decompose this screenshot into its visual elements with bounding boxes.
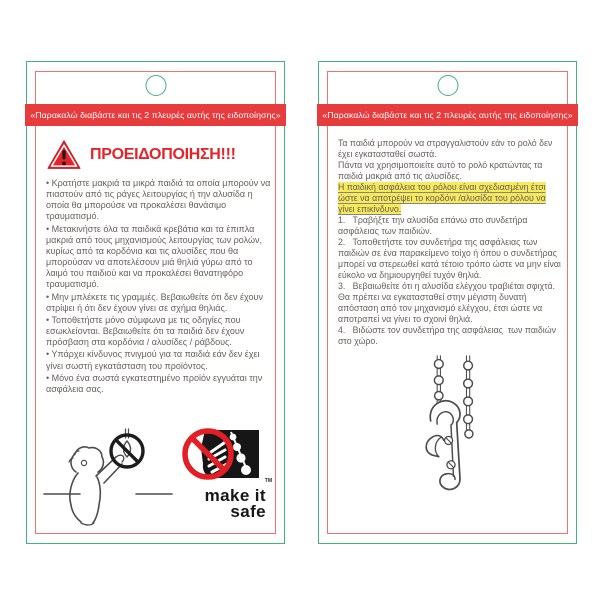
warning-bullet: • Υπάρχει κίνδυνος πνιγμού για τα παιδιά εάν δεν έχει γίνει σωστή εγκατάσταση του προϊόντος.: [46, 349, 260, 371]
strangulation-warning-text: Τα παιδιά μπορούν να στραγγαλιστούν εάν το ρολό δεν έχει εγκατασταθεί σωστά.: [338, 138, 553, 159]
read-both-sides-banner: «Παρακαλώ διαβάστε και τις 2 πλευρές αυτής της ειδοποίησης»: [25, 104, 285, 126]
no-grab-chain-icon: [171, 428, 271, 486]
child-cord-warning-illustration: [42, 428, 174, 528]
logo-line2: safe: [230, 501, 266, 521]
logo-line1: make it: [204, 486, 266, 505]
warning-bullet: • Τοποθετήστε μόνο σύμφωνα με τις οδηγίες που εσωκλείονται. Βεβαιωθείτε ότι τα παιδιά δεν έχουν πρόσβαση στα κορδόνια / αλυσίδες / ράβδους.: [46, 314, 245, 348]
front-illustrations: [42, 428, 273, 532]
make-it-safe-wordmark: [169, 488, 271, 519]
install-step: 2. Τοποθετήστε τον συνδετήρα της ασφάλειας των παιδιών σε ένα παρακείμενο τοίχο ή όπου ο συνδετήρας μπορεί να στερεωθεί κατά τέτοιο τρόπο ώστε να μην είναι εύκολο να δημιουργηθεί τυχόν θηλιά.: [338, 236, 564, 280]
warning-bullet: • Μετακινήστε όλα τα παιδικά κρεβάτια και τα έπιπλα μακριά από τους μηχανισμούς λειτουργίας των ρολών, κυρίως από τα κορδόνια και τις αλυσίδες που θα μπορούσαν να αποτελέσουν μιά θηλιά γύρω από το λαιμό του παιδιού και να προκαλέσει θανατηφόρο τραυματισμό.: [46, 223, 263, 290]
warning-triangle-icon: [46, 139, 82, 171]
install-step: 4. Βιδώστε τον συνδετήρα της ασφάλειας των παιδιών στο χώρο.: [338, 324, 559, 346]
back-content: [319, 126, 576, 533]
make-it-safe-logo: [169, 428, 271, 519]
install-step: 1. Τραβήξτε την αλυσίδα επάνω στο συνδετήρα ασφάλειας των παιδιών.: [338, 214, 530, 236]
warning-tag-back: [318, 61, 577, 544]
highlighted-safety-note: [338, 182, 563, 215]
read-both-sides-banner: «Παρακαλώ διαβάστε και τις 2 πλευρές αυτής της ειδοποίησης»: [317, 104, 577, 126]
warning-bullet: • Μην μπλέκετε τις γραμμές. Βεβαιωθείτε ότι δεν έχουν στρίψει ή ότι δεν έχουν γίνει σε σχήμα θηλιάς.: [46, 291, 263, 313]
hang-hole: [145, 75, 166, 96]
warning-tag-front: [26, 61, 285, 544]
trademark-symbol: TM: [264, 478, 272, 484]
install-step: 3. Βεβαιωθείτε ότι η αλυσίδα ελέγχου τραβιέται σφιχτά. Θα πρέπει να εγκατασταθεί στην μέγιστη δυνατή απόσταση από τον μηχανισμό ελέγχου, έτσι ώστε να αποτραπεί να γίνει το σχοινί θηλιά.: [338, 280, 558, 324]
warning-title: ΠΡΟΕΙΔΟΠΟΙΗΣΗ!!!: [90, 146, 236, 163]
cord-tensioner-illustration: [390, 354, 512, 500]
warning-bullet: • Μόνο ένα σωστά εγκατεστημένο προϊόν εγγυάται την ασφάλεια σας.: [46, 372, 263, 394]
hang-hole: [437, 75, 458, 96]
warning-bullet: • Κρατήστε μακριά τα μικρά παιδιά τα οποία μπορούν να πιαστούν από τις ράγες λειτουργίας ή την αλυσίδα η οποία θα μπορούσε να προκαλέσει θανάσιμο τραυματισμό.: [46, 178, 271, 222]
warning-header: [46, 139, 271, 171]
keep-children-away-text: Πάντα να χρησιμοποιείτε αυτό το ρολό κρατώντας τα παιδιά μακριά από τις αλυσίδες.: [338, 159, 543, 181]
highlight-text: Η παιδική ασφάλεια του ρόλου είναι σχεδιασμένη έτσι ώστε να αποτρέψει το κορδόνι /αλυσίδα του ρόλου να γίνει επικίνδυνο.: [338, 181, 546, 214]
